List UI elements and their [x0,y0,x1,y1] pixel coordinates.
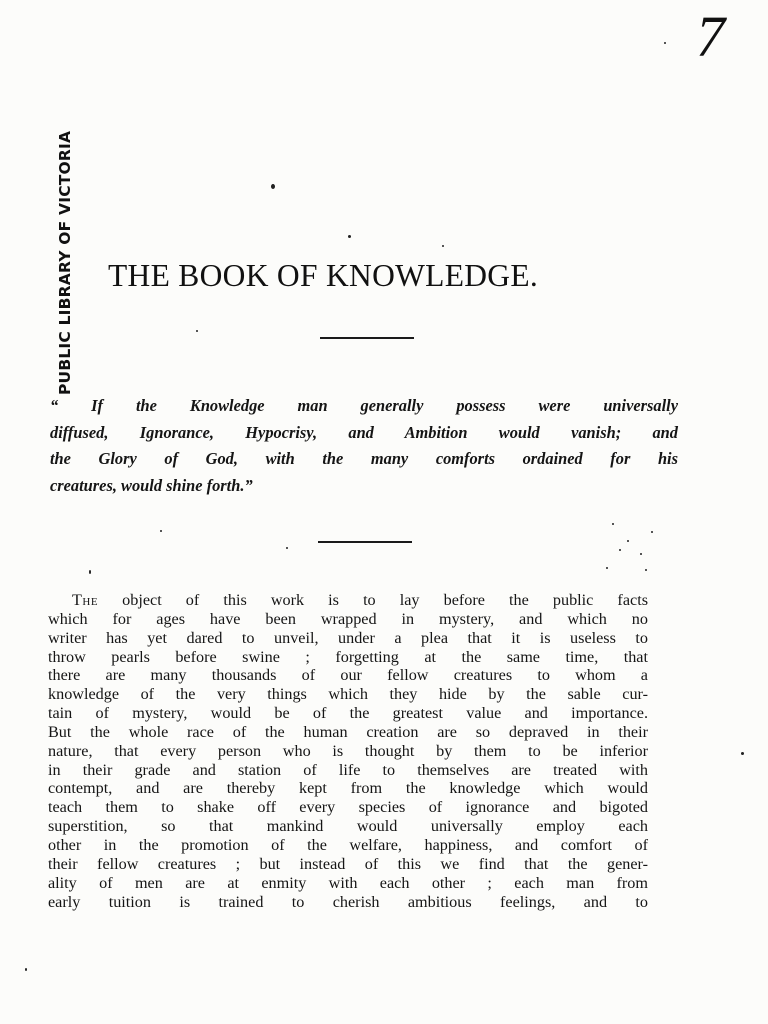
scan-speck [627,540,629,542]
body-line: ality of men are at enmity with each other ; each man from [48,873,648,892]
scan-speck [196,330,198,332]
body-line [48,591,648,610]
body-line: teach them to shake off every species of ignorance and bigoted [48,798,648,817]
body-text [48,591,648,911]
body-line: contempt, and are thereby kept from the knowledge which would [48,779,648,798]
body-line: superstition, so that mankind would universally employ each [48,817,648,836]
epigraph-line: creatures, would shine forth.” [50,475,253,495]
body-line: their fellow creatures ; but instead of this we find that the gener- [48,854,648,873]
body-line: writer has yet dared to unveil, under a plea that it is useless to [48,628,648,647]
scan-speck [651,531,653,533]
epigraph-line: “ If the Knowledge man generally possess were universally [50,396,678,415]
scan-speck [160,530,162,532]
scan-speck [89,570,91,574]
scan-speck [348,235,351,238]
scan-speck [25,968,27,971]
body-line: early tuition is trained to cherish ambitious feelings, and to [48,892,648,911]
title-divider [320,337,414,339]
page-title: THE BOOK OF KNOWLEDGE. [108,258,539,293]
scan-speck [606,567,608,569]
dropcap-word: The [72,591,99,609]
body-line: in their grade and station of life to themselves are treated with [48,760,648,779]
first-line-text: object of this work is to lay before the public facts [98,591,648,609]
scan-speck [664,42,666,44]
scan-speck [271,184,275,189]
body-line: there are many thousands of our fellow creatures to whom a [48,666,648,685]
epigraph-divider [318,541,412,543]
scan-speck [645,569,647,571]
epigraph [50,393,678,499]
scan-speck [619,549,621,551]
body-line: knowledge of the very things which they hide by the sable cur- [48,685,648,704]
library-stamp: PUBLIC LIBRARY OF VICTORIA [56,130,74,395]
body-line: throw pearls before swine ; forgetting at the same time, that [48,647,648,666]
body-line: which for ages have been wrapped in mystery, and which no [48,609,648,628]
epigraph-line: the Glory of God, with the many comforts ordained for his [50,449,678,468]
scan-speck [442,245,444,247]
scan-speck [612,523,614,525]
epigraph-line: diffused, Ignorance, Hypocrisy, and Ambition would vanish; and [50,422,678,442]
scan-speck [286,547,288,549]
scan-speck [640,553,642,555]
body-line: other in the promotion of the welfare, happiness, and comfort of [48,835,648,854]
scan-speck [741,752,744,755]
body-line: But the whole race of the human creation are so depraved in their [48,722,648,741]
body-line: tain of mystery, would be of the greatest value and importance. [48,704,648,723]
page-number: 7 [696,4,725,69]
body-line: nature, that every person who is thought by them to be inferior [48,741,648,760]
